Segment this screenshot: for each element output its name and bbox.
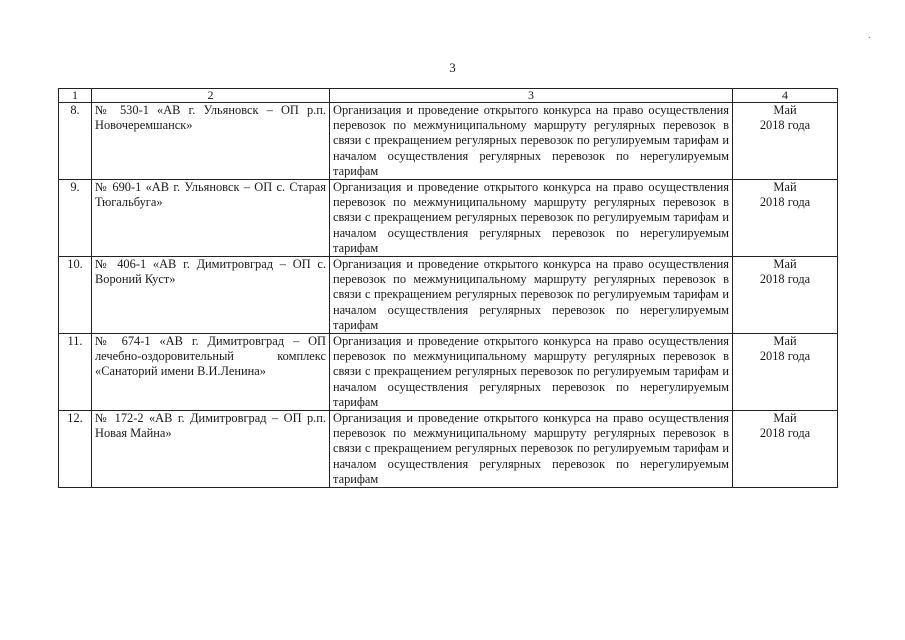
- route-cell: № 674-1 «АВ г. Димитровград – ОП лечебно-оздоровительный комплекс «Санаторий имени В.И.Ленина»: [92, 334, 330, 411]
- goal-cell: Организация и проведение открытого конкурса на право осуществления перевозок по межмуниципальному маршруту регулярных перевозок в связи с прекращением регулярных перевозок по регулируемым тарифам и началом осуществления регулярных перевозок по нерегулируемым тарифам: [330, 180, 733, 257]
- column-header-4: 4: [733, 89, 838, 103]
- term-year: 2018 года: [759, 349, 811, 364]
- term-cell: [733, 411, 838, 488]
- route-cell: № 530-1 «АВ г. Ульяновск – ОП р.п. Новочеремшанск»: [92, 103, 330, 180]
- term-year: 2018 года: [759, 272, 811, 287]
- column-header-3: 3: [330, 89, 733, 103]
- goal-cell: Организация и проведение открытого конкурса на право осуществления перевозок по межмуниципальному маршруту регулярных перевозок в связи с прекращением регулярных перевозок по регулируемым тарифам и началом осуществления регулярных перевозок по нерегулируемым тарифам: [330, 103, 733, 180]
- corner-mark: .: [868, 30, 871, 41]
- column-header-2: 2: [92, 89, 330, 103]
- table-row: [59, 411, 838, 488]
- column-header-1: 1: [59, 89, 92, 103]
- row-number: 9.: [59, 180, 92, 257]
- term-month: Май: [773, 334, 797, 349]
- table-row: [59, 103, 838, 180]
- term-cell: [733, 257, 838, 334]
- term-year: 2018 года: [759, 426, 811, 441]
- term-month: Май: [773, 103, 797, 117]
- page-number: 3: [449, 60, 456, 75]
- goal-cell: Организация и проведение открытого конкурса на право осуществления перевозок по межмуниципальному маршруту регулярных перевозок в связи с прекращением регулярных перевозок по регулируемым тарифам и началом осуществления регулярных перевозок по нерегулируемым тарифам: [330, 411, 733, 488]
- term-year: 2018 года: [759, 195, 811, 210]
- row-number: 11.: [59, 334, 92, 411]
- term-month: Май: [773, 411, 797, 426]
- row-number: 8.: [59, 103, 92, 180]
- route-cell: № 690-1 «АВ г. Ульяновск – ОП с. Старая Тюгальбуга»: [92, 180, 330, 257]
- goal-cell: Организация и проведение открытого конкурса на право осуществления перевозок по межмуниципальному маршруту регулярных перевозок в связи с прекращением регулярных перевозок по регулируемым тарифам и началом осуществления регулярных перевозок по нерегулируемым тарифам: [330, 334, 733, 411]
- term-month: Май: [773, 257, 797, 272]
- row-number: 12.: [59, 411, 92, 488]
- term-month: Май: [773, 180, 797, 195]
- term-cell: [733, 180, 838, 257]
- row-number: 10.: [59, 257, 92, 334]
- goal-cell: Организация и проведение открытого конкурса на право осуществления перевозок по межмуниципальному маршруту регулярных перевозок в связи с прекращением регулярных перевозок по регулируемым тарифам и началом осуществления регулярных перевозок по нерегулируемым тарифам: [330, 257, 733, 334]
- table-row: [59, 257, 838, 334]
- term-year: 2018 года: [759, 118, 811, 133]
- table-row: [59, 334, 838, 411]
- routes-table: [58, 88, 838, 488]
- term-cell: [733, 103, 838, 180]
- term-cell: [733, 334, 838, 411]
- table-header-row: [59, 89, 838, 103]
- route-cell: № 172-2 «АВ г. Димитровград – ОП р.п. Новая Майна»: [92, 411, 330, 488]
- table-row: [59, 180, 838, 257]
- route-cell: № 406-1 «АВ г. Димитровград – ОП с. Вороний Куст»: [92, 257, 330, 334]
